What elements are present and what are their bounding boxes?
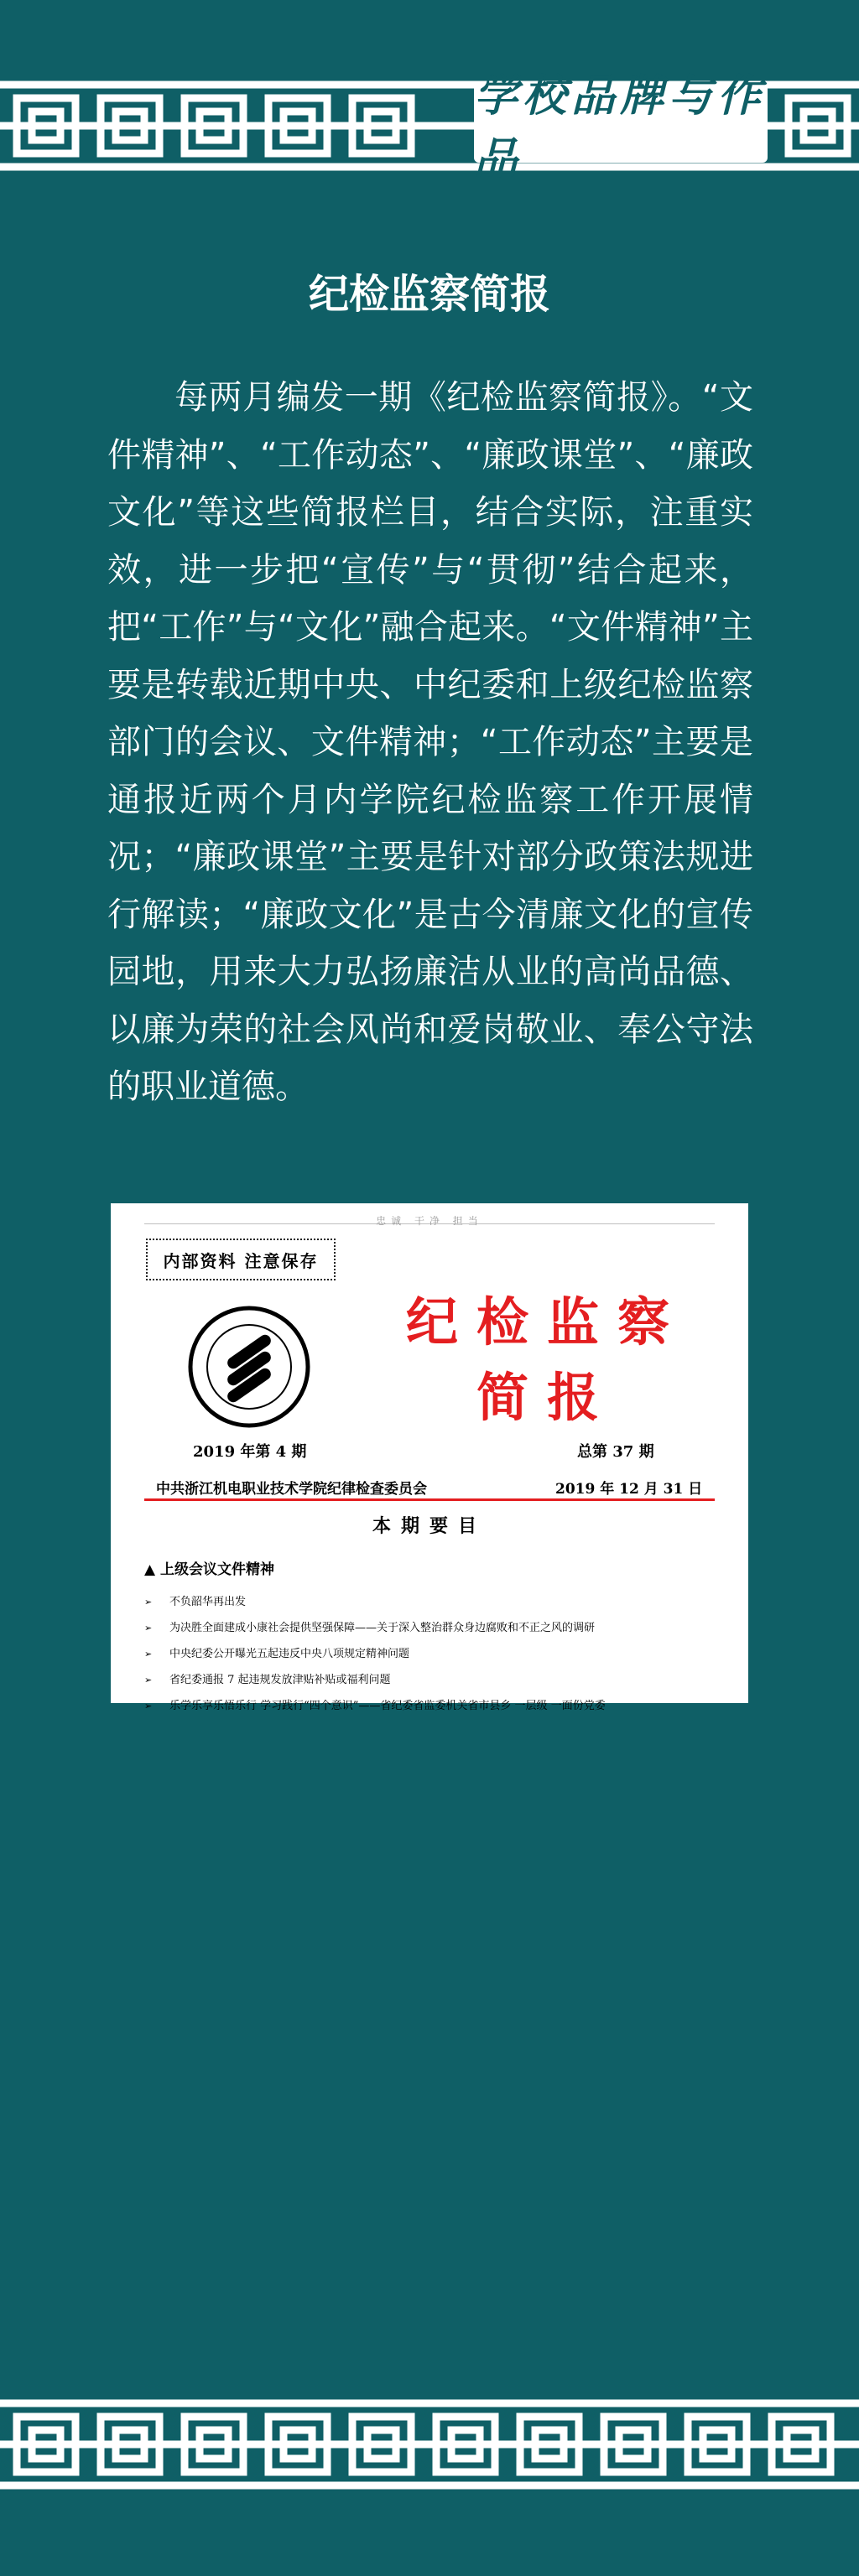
doc-slogan: 忠诚 干净 担当 — [376, 1215, 483, 1227]
list-item: ➢ 为决胜全面建成小康社会提供坚强保障——关于深入整治群众身边腐败和不正之风的调研 — [144, 1615, 606, 1641]
issuing-organization: 中共浙江机电职业技术学院纪律检查委员会 — [156, 1481, 427, 1498]
issue-number: 2019 年第 4 期 — [193, 1443, 307, 1461]
badge-label: 学校品牌与作品 — [474, 70, 767, 184]
list-item: ➢ 乐学乐享乐悟乐行 学习践行“四个意识”——省纪委省监委机关省市县乡 一层级 一面份党委 — [144, 1693, 606, 1719]
section-badge — [474, 70, 768, 184]
briefing-document-image — [111, 1203, 748, 1712]
fret-pattern-bottom — [0, 2398, 859, 2490]
list-item: ➢ 中央纪委公开曝光五起违反中央八项规定精神问题 — [144, 1641, 606, 1667]
toc-section-heading: ▲ 上级会议文件精神 — [144, 1561, 274, 1578]
list-item: ➢ 省纪委通报 7 起违规发放津贴补贴或福利问题 — [144, 1667, 606, 1693]
college-seal-icon — [186, 1304, 312, 1430]
doc-title-line1: 纪检监察 — [405, 1291, 688, 1353]
body-paragraph: 每两月编发一期《纪检监察简报》。“文件精神”、“工作动态”、“廉政课堂”、“廉政文化”等这些简报栏目，结合实际，注重实效，进一步把“宣传”与“贯彻”结合起来，把“工作”与“文化”融合起来。“文件精神”主要是转载近期中央、中纪委和上级纪检监察部门的会议、文件精神；“工作动态”主要是通报近两个月内学院纪检监察工作开展情况；“廉政课堂”主要是针对部分政策法规进行解读；“廉政文化”是古今清廉文化的宣传园地，用来大力弘扬廉洁从业的高尚品德、以廉为荣的社会风尚和爱岗敬业、奉公守法的职业道德。 — [107, 378, 753, 1106]
issue-date: 2019 年 12 月 31 日 — [555, 1481, 703, 1498]
doc-red-rule — [144, 1498, 715, 1501]
internal-use-stamp: 内部资料 注意保存 — [146, 1239, 336, 1280]
toc-list — [144, 1589, 606, 1719]
toc-title: 本期要目 — [372, 1515, 487, 1537]
total-issue-number: 总第 37 期 — [577, 1443, 654, 1461]
bottom-decorative-band — [0, 2398, 859, 2490]
list-item: ➢ 不负韶华再出发 — [144, 1589, 606, 1615]
page-title: 纪检监察简报 — [308, 271, 550, 318]
doc-title-line2: 简报 — [476, 1367, 617, 1428]
